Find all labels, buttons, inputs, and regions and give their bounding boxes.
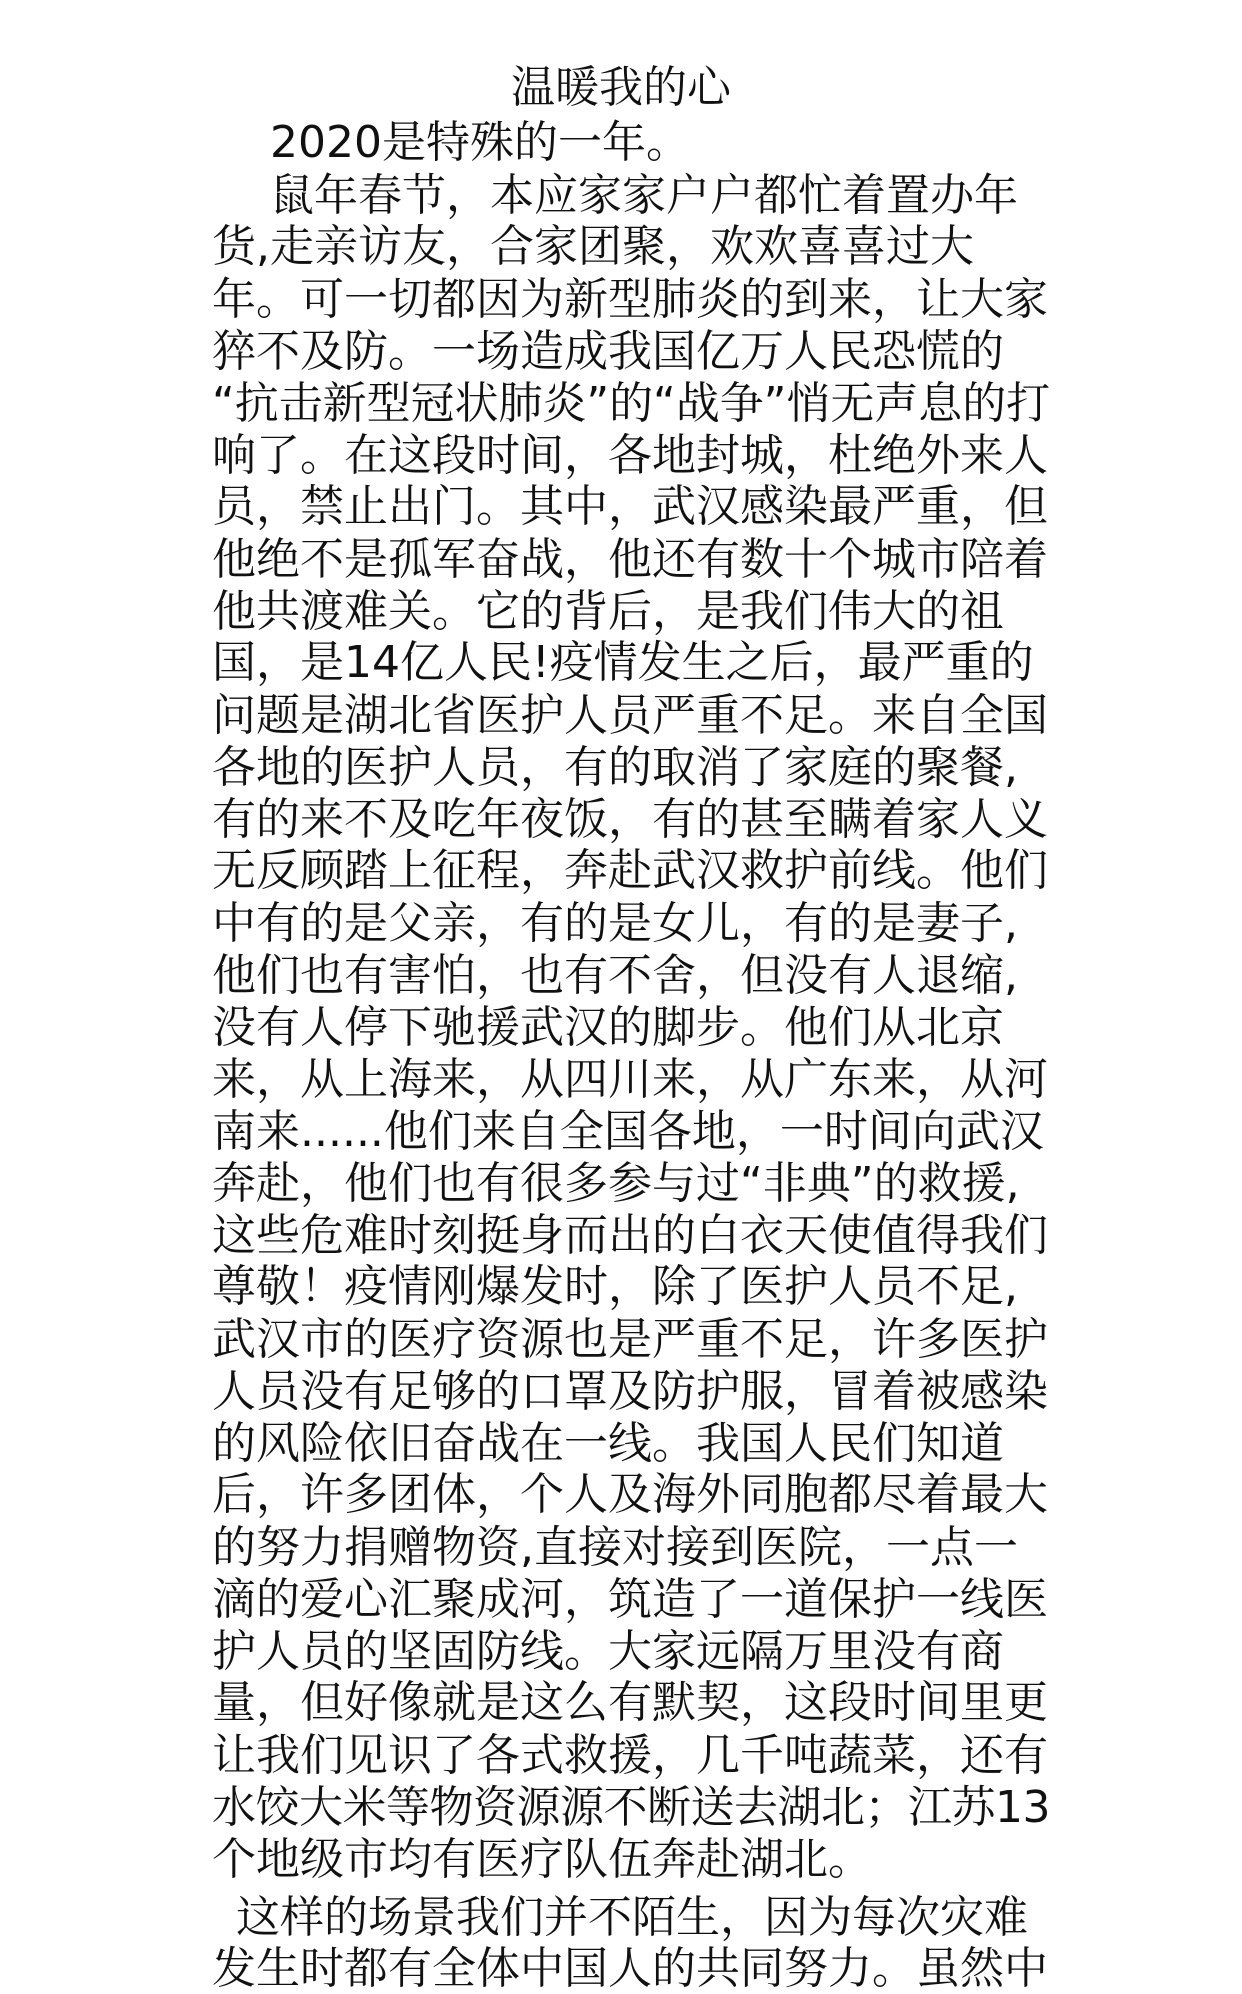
text-line: 发生时都有全体中国人的共同努力。虽然中 bbox=[212, 1943, 1048, 1994]
text-line: 无反顾踏上征程，奔赴武汉救护前线。他们 bbox=[212, 845, 1048, 896]
text-line: 他们也有害怕，也有不舍，但没有人退缩, bbox=[212, 950, 1018, 1001]
text-line: 2020是特殊的一年。 bbox=[270, 117, 690, 168]
text-line: 南来......他们来自全国各地，一时间向武汉 bbox=[212, 1106, 1044, 1157]
text-line: 的风险依旧奋战在一线。我国人民们知道 bbox=[212, 1418, 1004, 1469]
text-line: “抗击新型冠状肺炎”的“战争”悄无声息的打 bbox=[212, 378, 1051, 429]
document-title: 温暖我的心 bbox=[511, 62, 731, 113]
text-line: 人员没有足够的口罩及防护服，冒着被感染 bbox=[212, 1366, 1048, 1417]
text-line: 护人员的坚固防线。大家远隔万里没有商 bbox=[212, 1626, 1004, 1677]
text-line: 他共渡难关。它的背后，是我们伟大的祖 bbox=[212, 586, 1004, 637]
text-line: 货,走亲访友，合家团聚，欢欢喜喜过大 bbox=[212, 221, 974, 272]
text-line: 他绝不是孤军奋战，他还有数十个城市陪着 bbox=[212, 534, 1048, 585]
text-line: 滴的爱心汇聚成河，筑造了一道保护一线医 bbox=[212, 1574, 1048, 1625]
text-line: 有的来不及吃年夜饭，有的甚至瞒着家人义 bbox=[212, 794, 1048, 845]
text-line: 这样的场景我们并不陌生，因为每次灾难 bbox=[236, 1892, 1028, 1943]
text-line: 员，禁止出门。其中，武汉感染最严重，但 bbox=[212, 481, 1048, 532]
text-line: 猝不及防。一场造成我国亿万人民恐慌的 bbox=[212, 326, 1004, 377]
text-line: 响了。在这段时间，各地封城，杜绝外来人 bbox=[212, 430, 1048, 481]
text-line: 武汉市的医疗资源也是严重不足，许多医护 bbox=[212, 1314, 1048, 1365]
text-line: 让我们见识了各式救援，几千吨蔬菜，还有 bbox=[212, 1730, 1048, 1781]
text-line: 年。可一切都因为新型肺炎的到来，让大家 bbox=[212, 274, 1048, 325]
text-line: 个地级市均有医疗队伍奔赴湖北。 bbox=[212, 1834, 872, 1885]
text-line: 来，从上海来，从四川来，从广东来，从河 bbox=[212, 1054, 1048, 1105]
text-line: 中有的是父亲，有的是女儿，有的是妻子, bbox=[212, 898, 1018, 949]
text-line: 各地的医护人员，有的取消了家庭的聚餐, bbox=[212, 742, 1018, 793]
text-line: 奔赴，他们也有很多参与过“非典”的救援, bbox=[212, 1158, 1020, 1209]
text-line: 的努力捐赠物资,直接对接到医院，一点一 bbox=[212, 1522, 1018, 1573]
text-line: 国，是14亿人民!疫情发生之后，最严重的 bbox=[212, 637, 1034, 688]
text-line: 尊敬！疫情刚爆发时，除了医护人员不足, bbox=[212, 1261, 1018, 1312]
text-line: 水饺大米等物资源源不断送去湖北；江苏13 bbox=[212, 1782, 1050, 1833]
text-line: 鼠年春节，本应家家户户都忙着置办年 bbox=[270, 170, 1018, 221]
text-line: 后，许多团体，个人及海外同胞都尽着最大 bbox=[212, 1469, 1048, 1520]
text-line: 问题是湖北省医护人员严重不足。来自全国 bbox=[212, 690, 1048, 741]
text-line: 这些危难时刻挺身而出的白衣天使值得我们 bbox=[212, 1210, 1048, 1261]
text-line: 没有人停下驰援武汉的脚步。他们从北京 bbox=[212, 1002, 1004, 1053]
text-line: 量，但好像就是这么有默契，这段时间里更 bbox=[212, 1677, 1048, 1728]
